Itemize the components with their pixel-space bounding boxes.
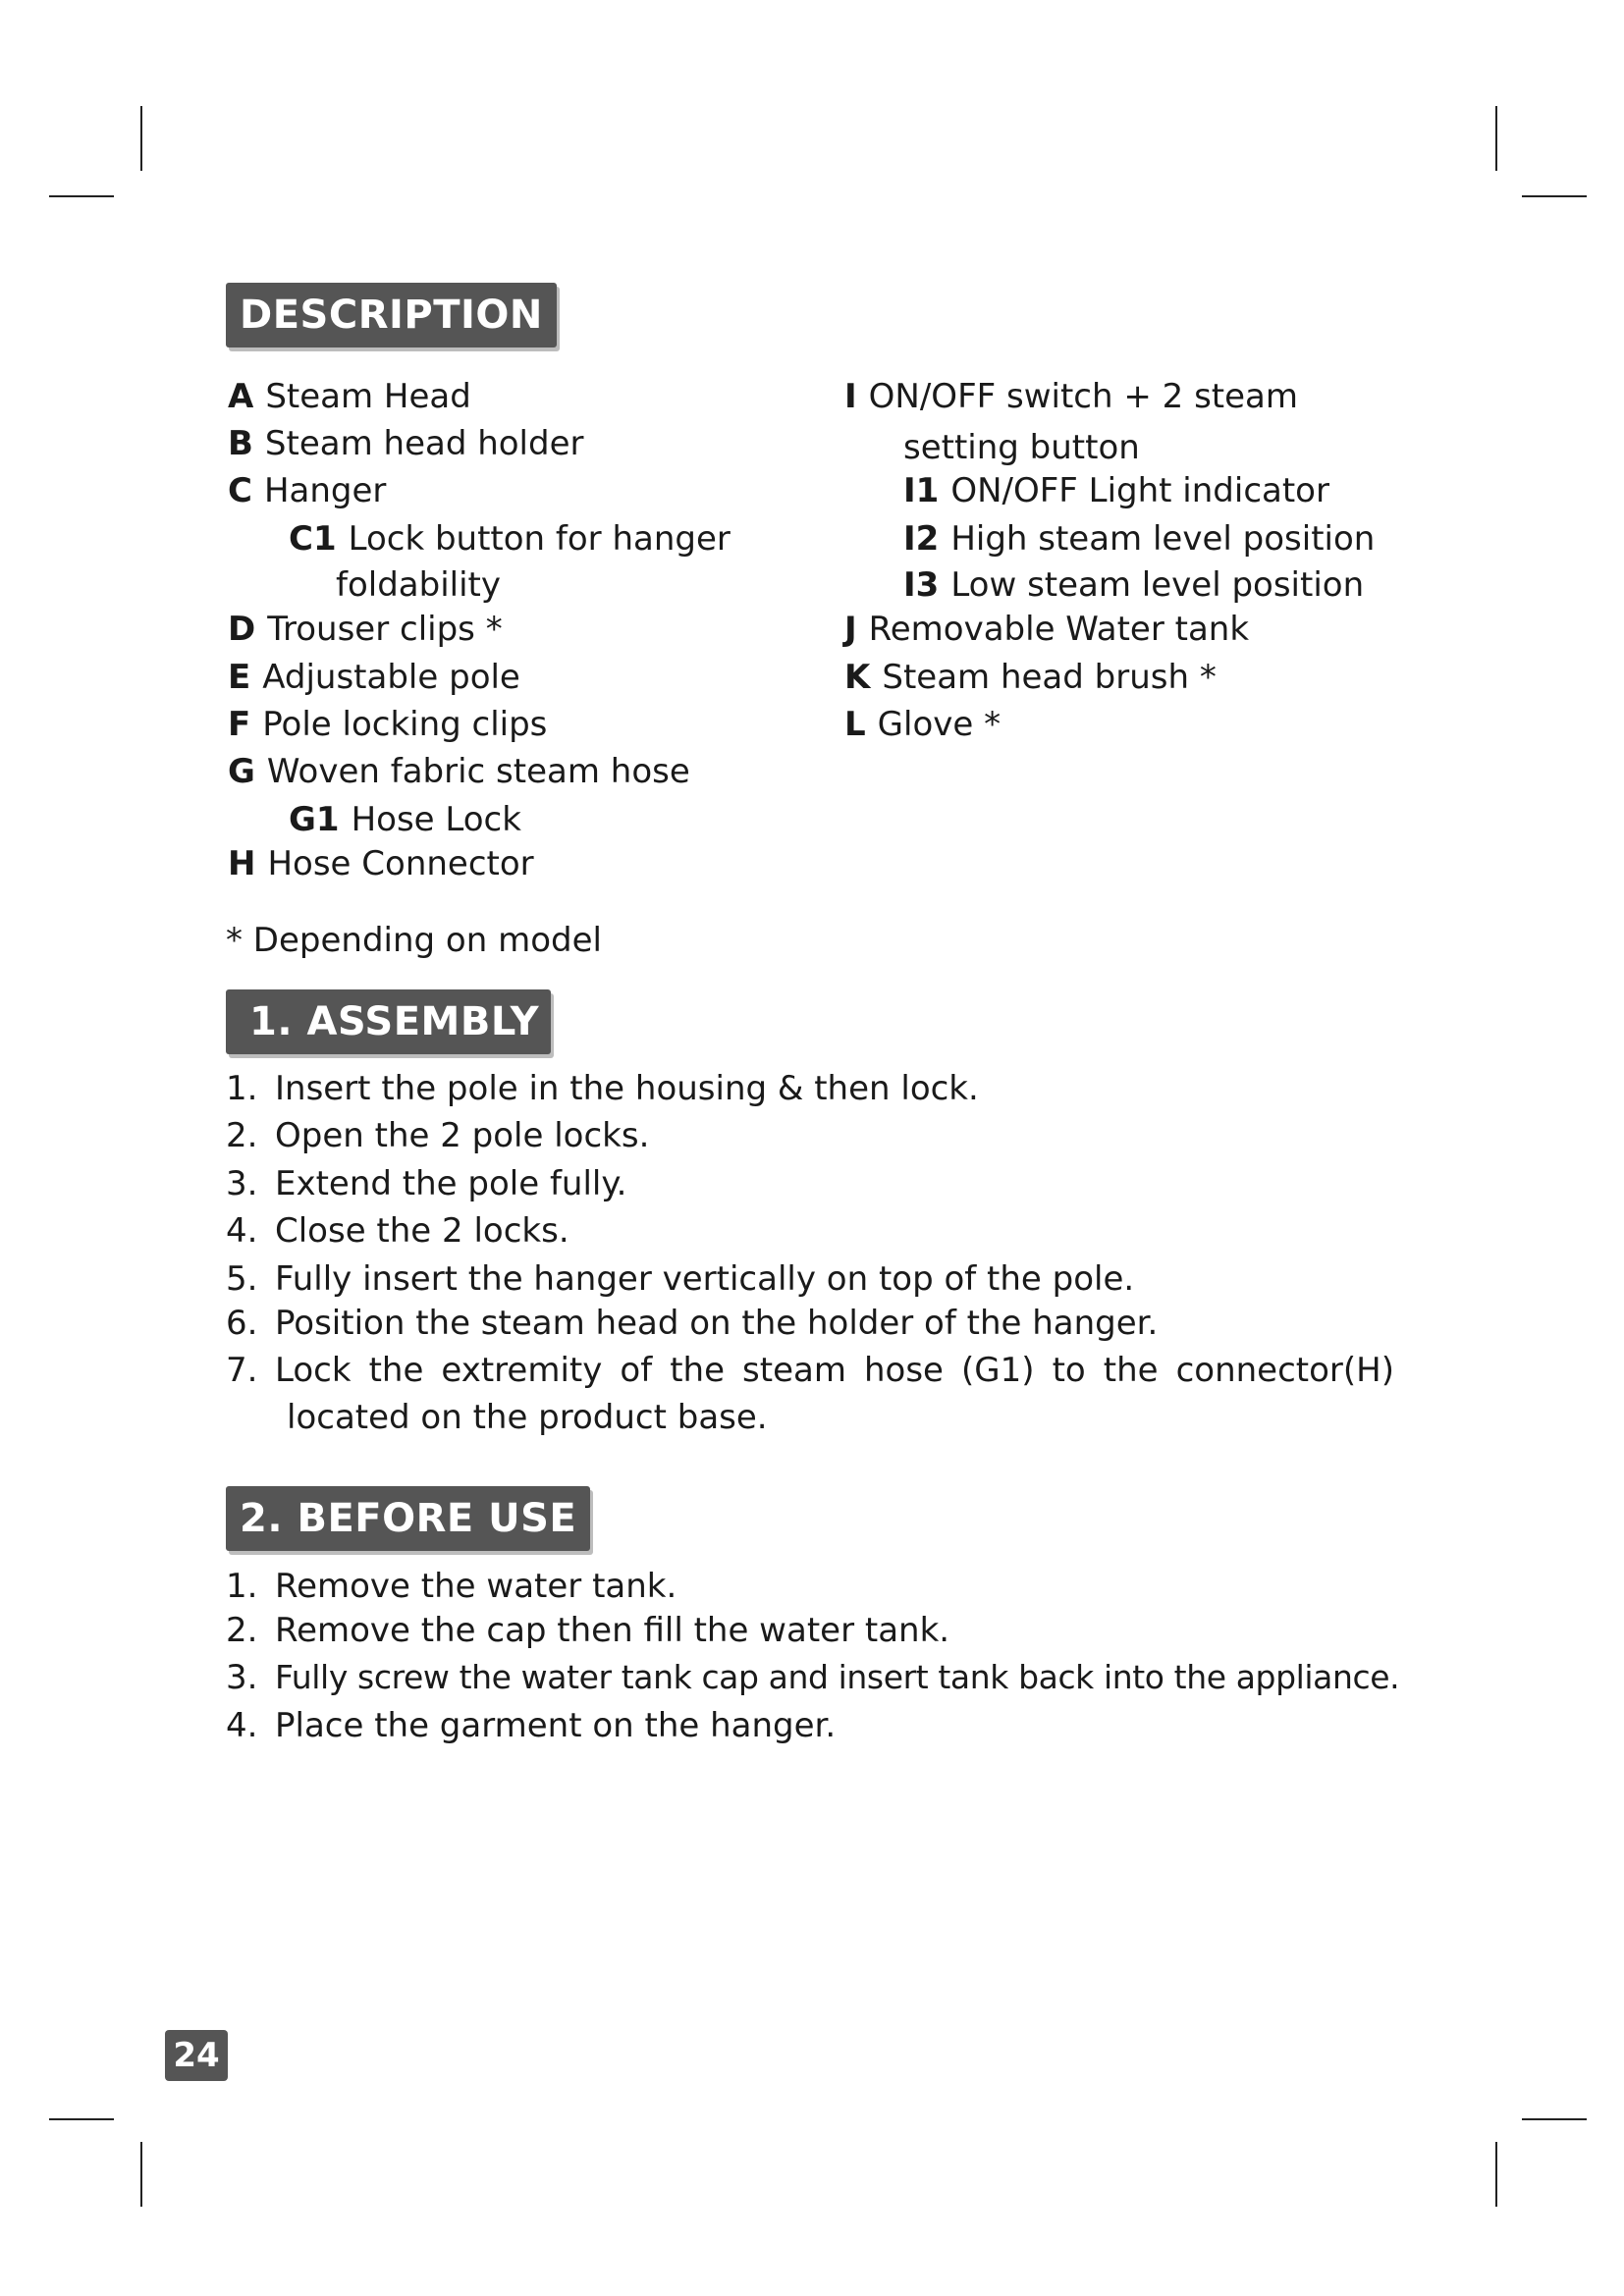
list-item <box>289 515 731 562</box>
crop-mark <box>140 106 142 171</box>
step-text: Remove the cap then fill the water tank. <box>275 1611 950 1650</box>
crop-mark <box>1522 195 1587 197</box>
item-text: Pole locking clips <box>262 705 548 744</box>
item-text: Removable Water tank <box>868 610 1250 649</box>
list-item <box>903 515 1375 562</box>
step-text: Extend the pole fully. <box>275 1164 627 1203</box>
list-item <box>228 840 534 887</box>
step-text: Insert the pole in the housing & then lock. <box>275 1069 979 1108</box>
item-code: F <box>228 705 251 744</box>
item-text: Hanger <box>263 471 387 510</box>
list-item <box>844 373 1298 420</box>
item-text: Hose Lock <box>351 800 521 839</box>
item-text: Low steam level position <box>950 565 1365 605</box>
list-item <box>228 606 503 653</box>
item-code: K <box>844 658 871 697</box>
step-text: Fully insert the hanger vertically on top of the pole. <box>275 1259 1135 1299</box>
assembly-heading: 1. ASSEMBLY <box>226 989 551 1054</box>
crop-mark <box>49 2118 114 2120</box>
item-text: High steam level position <box>950 519 1376 559</box>
step-text: Open the 2 pole locks. <box>275 1116 650 1155</box>
list-item <box>903 561 1364 609</box>
item-text: Lock button for hanger <box>348 519 731 559</box>
step-number: 3. <box>226 1658 258 1697</box>
item-code: I1 <box>903 471 940 510</box>
item-code: G <box>228 752 255 791</box>
item-text: Steam Head <box>265 377 471 416</box>
item-text: Steam head holder <box>264 424 584 463</box>
list-item <box>228 420 583 467</box>
list-item <box>336 561 501 609</box>
item-code: C <box>228 471 252 510</box>
step-number: 4. <box>226 1211 258 1251</box>
list-item <box>844 701 1001 748</box>
list-item <box>228 373 471 420</box>
item-code: J <box>844 610 857 649</box>
before-use-heading: 2. BEFORE USE <box>226 1486 590 1551</box>
description-heading: DESCRIPTION <box>226 283 557 347</box>
item-text: ON/OFF switch + 2 steam <box>868 377 1298 416</box>
crop-mark <box>1495 2142 1497 2207</box>
list-item <box>228 701 547 748</box>
item-text: Adjustable pole <box>262 658 520 697</box>
item-code: E <box>228 658 251 697</box>
list-item <box>228 654 520 701</box>
item-code: D <box>228 610 256 649</box>
list-item <box>903 424 1140 471</box>
crop-mark <box>1495 106 1497 171</box>
page-number: 24 <box>165 2030 228 2081</box>
step-text: Place the garment on the hanger. <box>275 1706 837 1745</box>
step-text: Position the steam head on the holder of the hanger. <box>275 1304 1159 1343</box>
list-item <box>228 748 690 795</box>
item-text: Woven fabric steam hose <box>266 752 690 791</box>
list-item <box>903 467 1329 514</box>
step-number: 2. <box>226 1116 258 1155</box>
step-number: 1. <box>226 1069 258 1108</box>
list-item <box>844 606 1249 653</box>
crop-mark <box>1522 2118 1587 2120</box>
list-item <box>228 467 386 514</box>
crop-mark <box>140 2142 142 2207</box>
step-text: Remove the water tank. <box>275 1567 677 1606</box>
item-code: G1 <box>289 800 340 839</box>
item-code: L <box>844 705 866 744</box>
item-text: setting button <box>903 428 1140 467</box>
step-number: 7. <box>226 1351 258 1390</box>
step-number: 6. <box>226 1304 258 1343</box>
item-text: Hose Connector <box>267 844 534 883</box>
item-code: C1 <box>289 519 337 559</box>
step-text: Lock the extremity of the steam hose (G1) to the connector(H) <box>275 1351 1394 1390</box>
item-code: B <box>228 424 253 463</box>
item-text: Steam head brush * <box>882 658 1217 697</box>
item-text: Glove * <box>877 705 1001 744</box>
item-text: foldability <box>336 565 502 605</box>
step-text: Fully screw the water tank cap and insert tank back into the appliance. <box>275 1658 1400 1696</box>
step-number: 3. <box>226 1164 258 1203</box>
step-text: Close the 2 locks. <box>275 1211 569 1251</box>
item-text: ON/OFF Light indicator <box>950 471 1329 510</box>
item-code: I2 <box>903 519 940 559</box>
step-number: 2. <box>226 1611 258 1650</box>
item-code: I <box>844 377 857 416</box>
list-item <box>844 654 1217 701</box>
step-number: 1. <box>226 1567 258 1606</box>
item-code: H <box>228 844 256 883</box>
step-text-continued: located on the product base. <box>287 1398 768 1437</box>
list-item <box>289 796 521 843</box>
model-note: * Depending on model <box>226 921 602 960</box>
crop-mark <box>49 195 114 197</box>
step-number: 4. <box>226 1706 258 1745</box>
item-code: A <box>228 377 254 416</box>
item-code: I3 <box>903 565 940 605</box>
step-number: 5. <box>226 1259 258 1299</box>
item-text: Trouser clips * <box>267 610 503 649</box>
